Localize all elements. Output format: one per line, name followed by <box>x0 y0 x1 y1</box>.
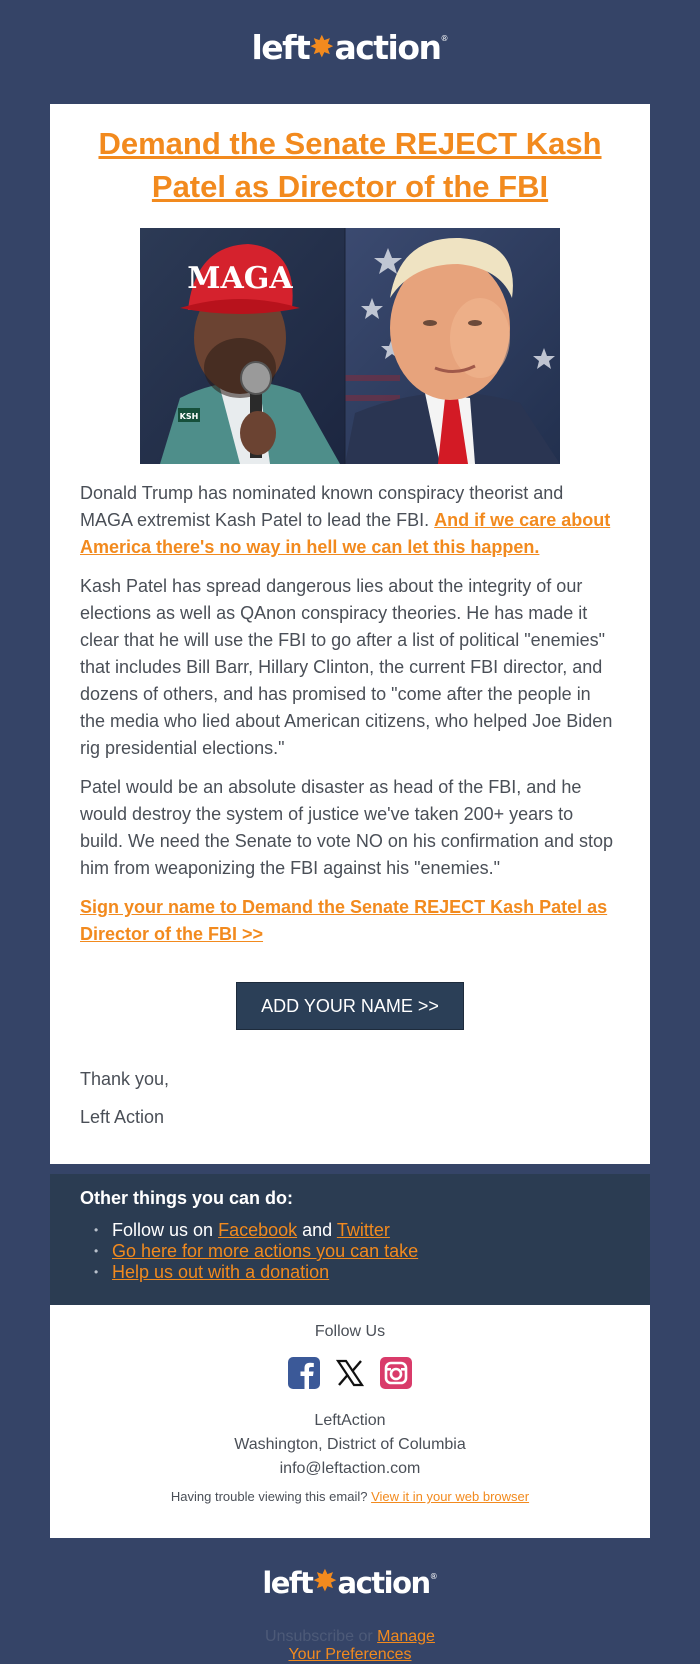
facebook-icon[interactable] <box>288 1357 320 1389</box>
pin-text: KSH <box>179 412 199 421</box>
logo-burst-icon: ✸ <box>309 30 335 65</box>
logo-registered-mark: ® <box>440 34 449 43</box>
social-icons <box>50 1357 650 1389</box>
other-actions-list <box>80 1220 418 1283</box>
logo-right-text: action <box>334 28 441 67</box>
list-item <box>80 1241 418 1262</box>
instagram-icon[interactable] <box>380 1357 412 1389</box>
twitter-link[interactable]: Twitter <box>336 1220 390 1240</box>
logo-registered-mark: ® <box>429 1572 438 1581</box>
and-text: and <box>302 1220 333 1240</box>
trouble-viewing <box>50 1489 650 1504</box>
follow-prefix: Follow us on <box>112 1220 214 1240</box>
hero-image <box>140 228 560 464</box>
follow-us-label: Follow Us <box>314 1323 386 1340</box>
trouble-text: Having trouble viewing this email? <box>170 1489 368 1504</box>
paragraph-1-text: Donald Trump has nominated known conspiracy theorist and MAGA extremist Kash Patel to lead the FBI. <box>80 483 564 530</box>
paragraph-2: Kash Patel has spread dangerous lies about the integrity of our elections as well as QAnon conspiracy theories. He has made it clear that he will use the FBI to go after a list of political "enemies" that includes Bill Barr, Hillary Clinton, the current FBI director, and dozens of others, and has promised to "come after the people in the media who lied about American citizens, who helped Joe Biden rig presidential elections." <box>80 576 613 758</box>
paragraph-1 <box>80 480 620 561</box>
facebook-link[interactable]: Facebook <box>218 1220 298 1240</box>
sign-name-link[interactable]: Sign your name to Demand the Senate REJECT Kash Patel as Director of the FBI >> <box>80 897 608 944</box>
signoff-thanks: Thank you, <box>80 1069 170 1089</box>
logo-left-text: left <box>251 28 310 67</box>
signoff-name: Left Action <box>80 1107 165 1127</box>
more-actions-link[interactable]: Go here for more actions you can take <box>112 1241 419 1261</box>
hat-text: MAGA <box>187 261 293 296</box>
list-item <box>80 1220 418 1241</box>
add-your-name-button[interactable]: ADD YOUR NAME >> <box>236 982 464 1030</box>
footer <box>50 1305 650 1538</box>
email-body <box>80 480 620 948</box>
signoff <box>80 1068 620 1164</box>
view-in-browser-link[interactable]: View it in your web browser <box>371 1489 530 1504</box>
x-twitter-icon[interactable] <box>334 1357 366 1389</box>
headline-link[interactable]: Demand the Senate REJECT Kash Patel as Director of the FBI <box>98 126 602 204</box>
preferences-link[interactable]: Your Preferences <box>288 1646 412 1663</box>
leftaction-footer-logo[interactable] <box>0 1566 700 1601</box>
logo-right-text: action <box>337 1566 430 1600</box>
other-actions-title: Other things you can do: <box>80 1188 294 1208</box>
unsubscribe-area <box>0 1628 700 1664</box>
logo-left-text: left <box>262 1566 313 1600</box>
other-actions-panel <box>50 1174 650 1305</box>
org-email: info@leftaction.com <box>279 1460 421 1477</box>
org-name: LeftAction <box>314 1412 386 1429</box>
logo-burst-icon: ✸ <box>312 1564 338 1599</box>
manage-link[interactable]: Manage <box>377 1628 435 1645</box>
list-item <box>80 1262 418 1283</box>
paragraph-1-link[interactable]: And if we care about America there's no way in hell we can let this happen. <box>80 510 611 557</box>
org-info <box>50 1409 650 1481</box>
donation-link[interactable]: Help us out with a donation <box>112 1262 330 1282</box>
unsubscribe-text: Unsubscribe <box>265 1628 354 1645</box>
unsubscribe-or: or <box>358 1628 373 1645</box>
org-location: Washington, District of Columbia <box>234 1436 466 1453</box>
paragraph-3: Patel would be an absolute disaster as head of the FBI, and he would destroy the system of justice we've taken 200+ years to build. We need the Senate to vote NO on his confirmation and stop him from weaponizing the FBI against his "enemies." <box>80 777 613 878</box>
leftaction-logo[interactable] <box>0 28 700 67</box>
email-content-card <box>50 104 650 1164</box>
